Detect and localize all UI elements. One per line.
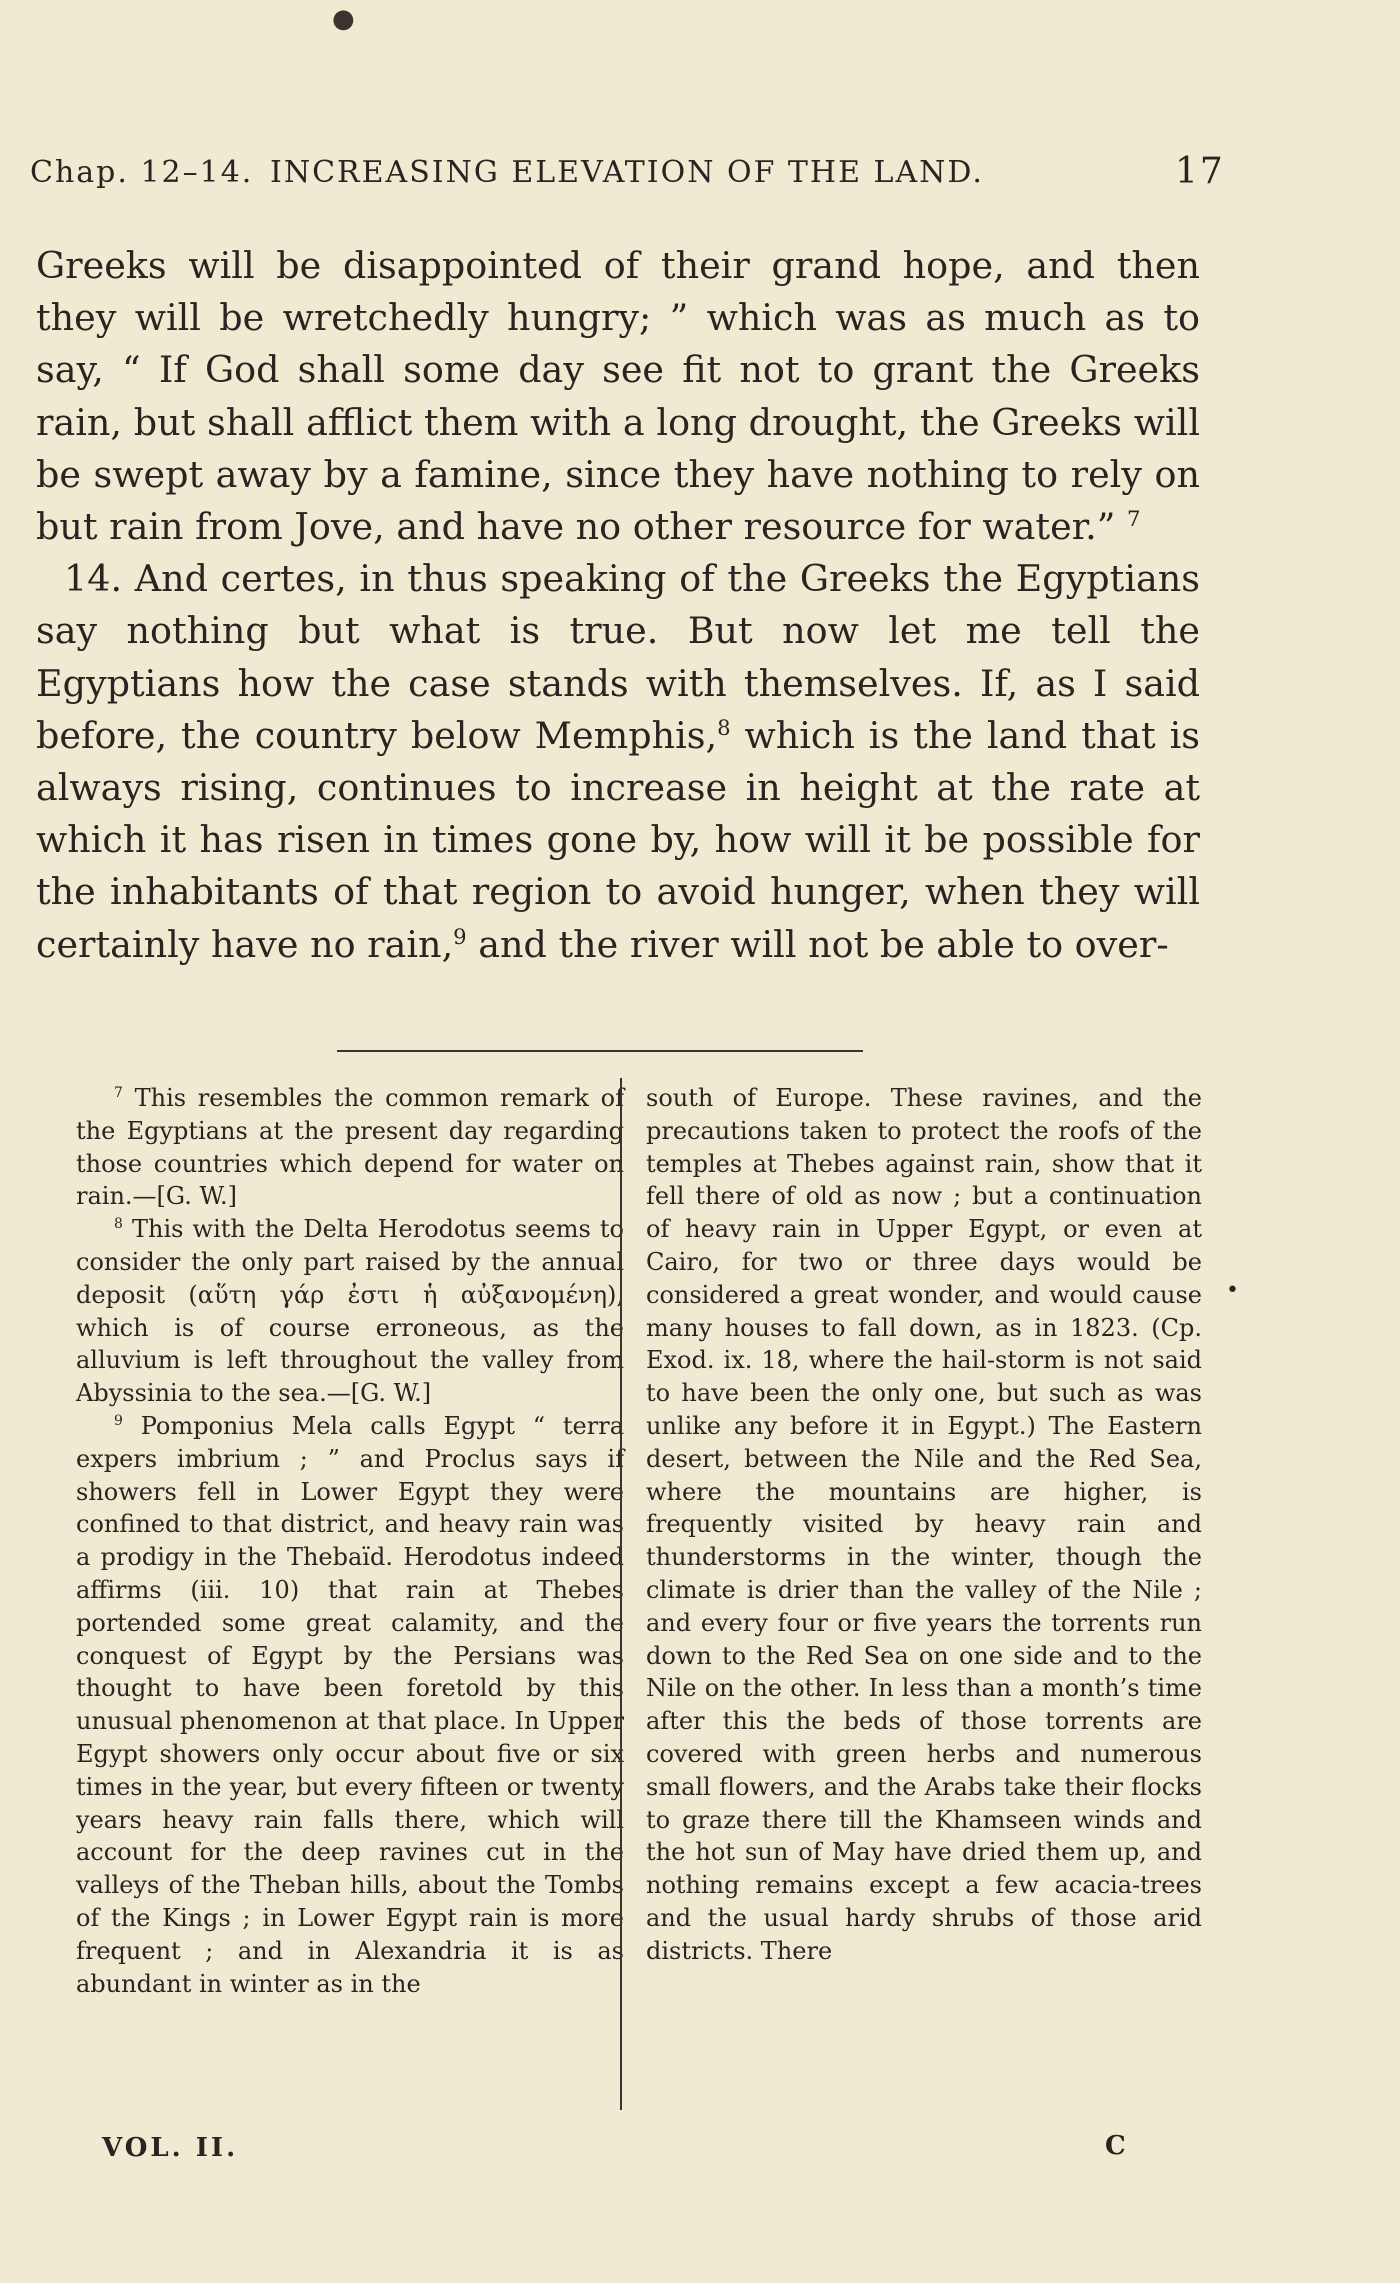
signature-mark: C	[1105, 2131, 1126, 2161]
paragraph-14-text-a: 14. And certes, in thus speaking of the Greeks the Egyptians say nothing but what is true. But now let me tell the Egyptians how the case stands with themselves. If, as I said before, the country below Memphis,	[36, 557, 1200, 757]
paragraph-14-text-c: and the river will not be able to over-	[466, 922, 1169, 966]
footnote-ref-9: 9	[453, 923, 467, 949]
paragraph-14-text-b: which is the land that is always rising, continues to increase in height at the rate at which it has risen in times gone by, how will it be possible for the inhabitants of that region to avoid hunger, when they will certainly have no rain,	[36, 713, 1201, 966]
main-text	[36, 240, 1200, 971]
footnote-7-text: This resembles the common remark of the Egyptians at the present day regarding those countries which depend for water on rain.—[G. W.]	[76, 1084, 624, 1211]
footnote-8-text-b: , which is of course erroneous, as the alluvium is left throughout the valley from Abyssinia to the sea.—[G. W.]	[76, 1280, 624, 1408]
footnote-9	[76, 1410, 624, 2000]
footnote-7	[76, 1082, 624, 1213]
paragraph-14	[36, 553, 1200, 971]
footnote-8-number: 8	[114, 1216, 123, 1233]
page-title: INCREASING ELEVATION OF THE LAND.	[270, 155, 984, 190]
footnote-divider	[337, 1050, 863, 1052]
page-number: 17	[1175, 151, 1225, 192]
footnote-9-number: 9	[114, 1412, 123, 1429]
volume-label: VOL. II.	[102, 2133, 239, 2163]
column-divider	[620, 1078, 622, 2110]
footnote-8-greek: (αὕτη γάρ ἐστι ἡ αὐξανομένη)	[188, 1280, 617, 1309]
margin-dot: •	[1226, 1278, 1239, 1303]
footnote-7-number: 7	[114, 1085, 123, 1101]
footnote-9-continued: south of Europe. These ravines, and the precautions taken to protect the roofs of the temples at Thebes against rain, show that it fell there of old as now ; but a continuation of heavy rain in Upper Egypt, or even at Cairo, for two or three days would be considered a great wonder, and would cause many houses to fall down, as in 1823. (Cp. Exod. ix. 18, where the hail-storm is not said to have been the only one, but such as was unlike any before it in Egypt.) The Eastern desert, between the Nile and the Red Sea, where the mountains are higher, is frequently visited by heavy rain and thunderstorms in the winter, though the climate is drier than the valley of the Nile ; and every four or five years the torrents run down to the Red Sea on one side and to the Nile on the other. In less than a month’s time after this the beds of those torrents are covered with green herbs and numerous small flowers, and the Arabs take their flocks to graze there till the Khamseen winds and the hot sun of May have dried them up, and nothing remains except a few acacia-trees and the usual hardy shrubs of those arid districts. There	[646, 1084, 1202, 1965]
paragraph-1-text: Greeks will be disappointed of their grand hope, and then they will be wretchedly hungry; ” which was as much as to say, “ If God shall some day see fit not to grant the Greeks rain, but shall afflict them with a long drought, the Greeks will be swept away by a famine, since they have nothing to rely on but rain from Jove, and have no other resource for water.”	[36, 244, 1200, 549]
footnote-8	[76, 1213, 624, 1410]
running-header	[30, 151, 1225, 195]
paragraph-1	[36, 240, 1200, 553]
footnotes-left-column	[76, 1082, 624, 2000]
footnotes-right-column	[646, 1082, 1202, 1968]
footnote-9-text: Pomponius Mela calls Egypt “ terra expers imbrium ; ” and Proclus says if showers fell in Lower Egypt they were confined to that district, and heavy rain was a prodigy in the Thebaïd. Herodotus indeed affirms (iii. 10) that rain at Thebes portended some great calamity, and the conquest of Egypt by the Persians was thought to have been foretold by this unusual phenomenon at that place. In Upper Egypt showers only occur about five or six times in the year, but every fifteen or twenty years heavy rain falls there, which will account for the deep ravines cut in the valleys of the Theban hills, about the Tombs of the Kings ; in Lower Egypt rain is more frequent ; and in Alexandria it is as abundant in winter as in the	[76, 1411, 624, 1998]
footnote-8-text-a: This with the Delta Herodotus seems to consider the only part raised by the annual deposit	[76, 1215, 624, 1309]
footnote-ref-8: 8	[717, 714, 731, 740]
ink-mark: ●	[332, 4, 355, 34]
chapter-label: Chap. 12–14.	[30, 155, 254, 190]
footnote-ref-7: 7	[1127, 505, 1141, 531]
